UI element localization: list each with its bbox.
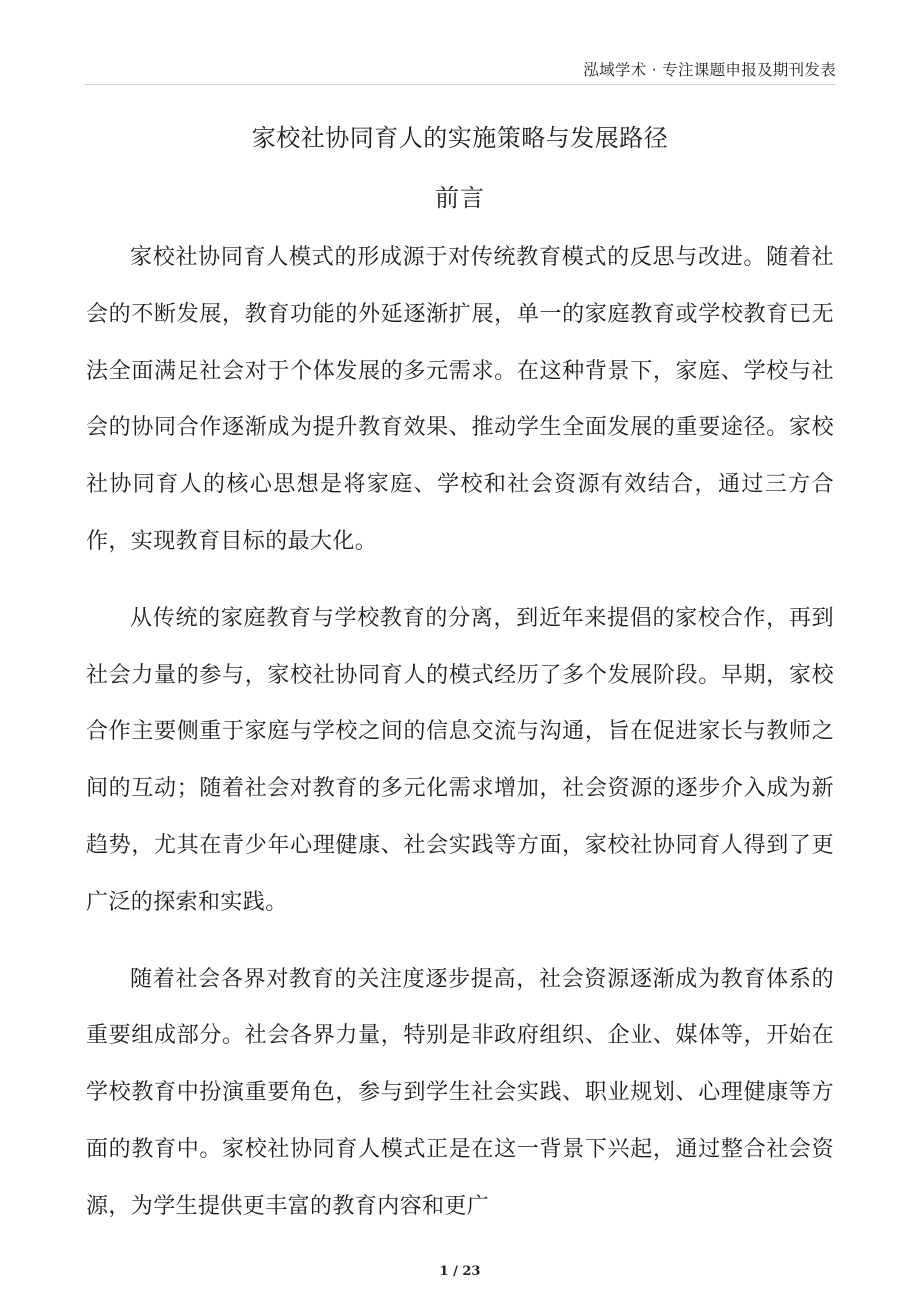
document-title: 家校社协同育人的实施策略与发展路径 — [251, 124, 669, 152]
paragraph: 从传统的家庭教育与学校教育的分离，到近年来提倡的家校合作，再到社会力量的参与，家校社协同育人的模式经历了多个发展阶段。早期，家校合作主要侧重于家庭与学校之间的信息交流与沟通，旨在促进家长与教师之间的互动；随着社会对教育的多元化需求增加，社会资源的逐步介入成为新趋势，尤其在青少年心理健康、社会实践等方面，家校社协同育人得到了更广泛的探索和实践。 — [86, 605, 834, 915]
paragraph: 随着社会各界对教育的关注度逐步提高，社会资源逐渐成为教育体系的重要组成部分。社会各界力量，特别是非政府组织、企业、媒体等，开始在学校教育中扮演重要角色，参与到学生社会实践、职业规划、心理健康等方面的教育中。家校社协同育人模式正是在这一背景下兴起，通过整合社会资源，为学生提供更丰富的教育内容和更广 — [86, 966, 834, 1219]
header-divider — [84, 84, 836, 85]
paragraph: 家校社协同育人模式的形成源于对传统教育模式的反思与改进。随着社会的不断发展，教育功能的外延逐渐扩展，单一的家庭教育或学校教育已无法全面满足社会对于个体发展的多元需求。在这种背景下，家庭、学校与社会的协同合作逐渐成为提升教育效果、推动学生全面发展的重要途径。家校社协同育人的核心思想是将家庭、学校和社会资源有效结合，通过三方合作，实现教育目标的最大化。 — [86, 245, 834, 554]
header-note: 泓域学术 · 专注课题申报及期刊发表 — [583, 61, 836, 79]
section-heading: 前言 — [435, 184, 485, 212]
page-number: 1 / 23 — [439, 1264, 481, 1279]
document-body — [86, 230, 834, 1256]
